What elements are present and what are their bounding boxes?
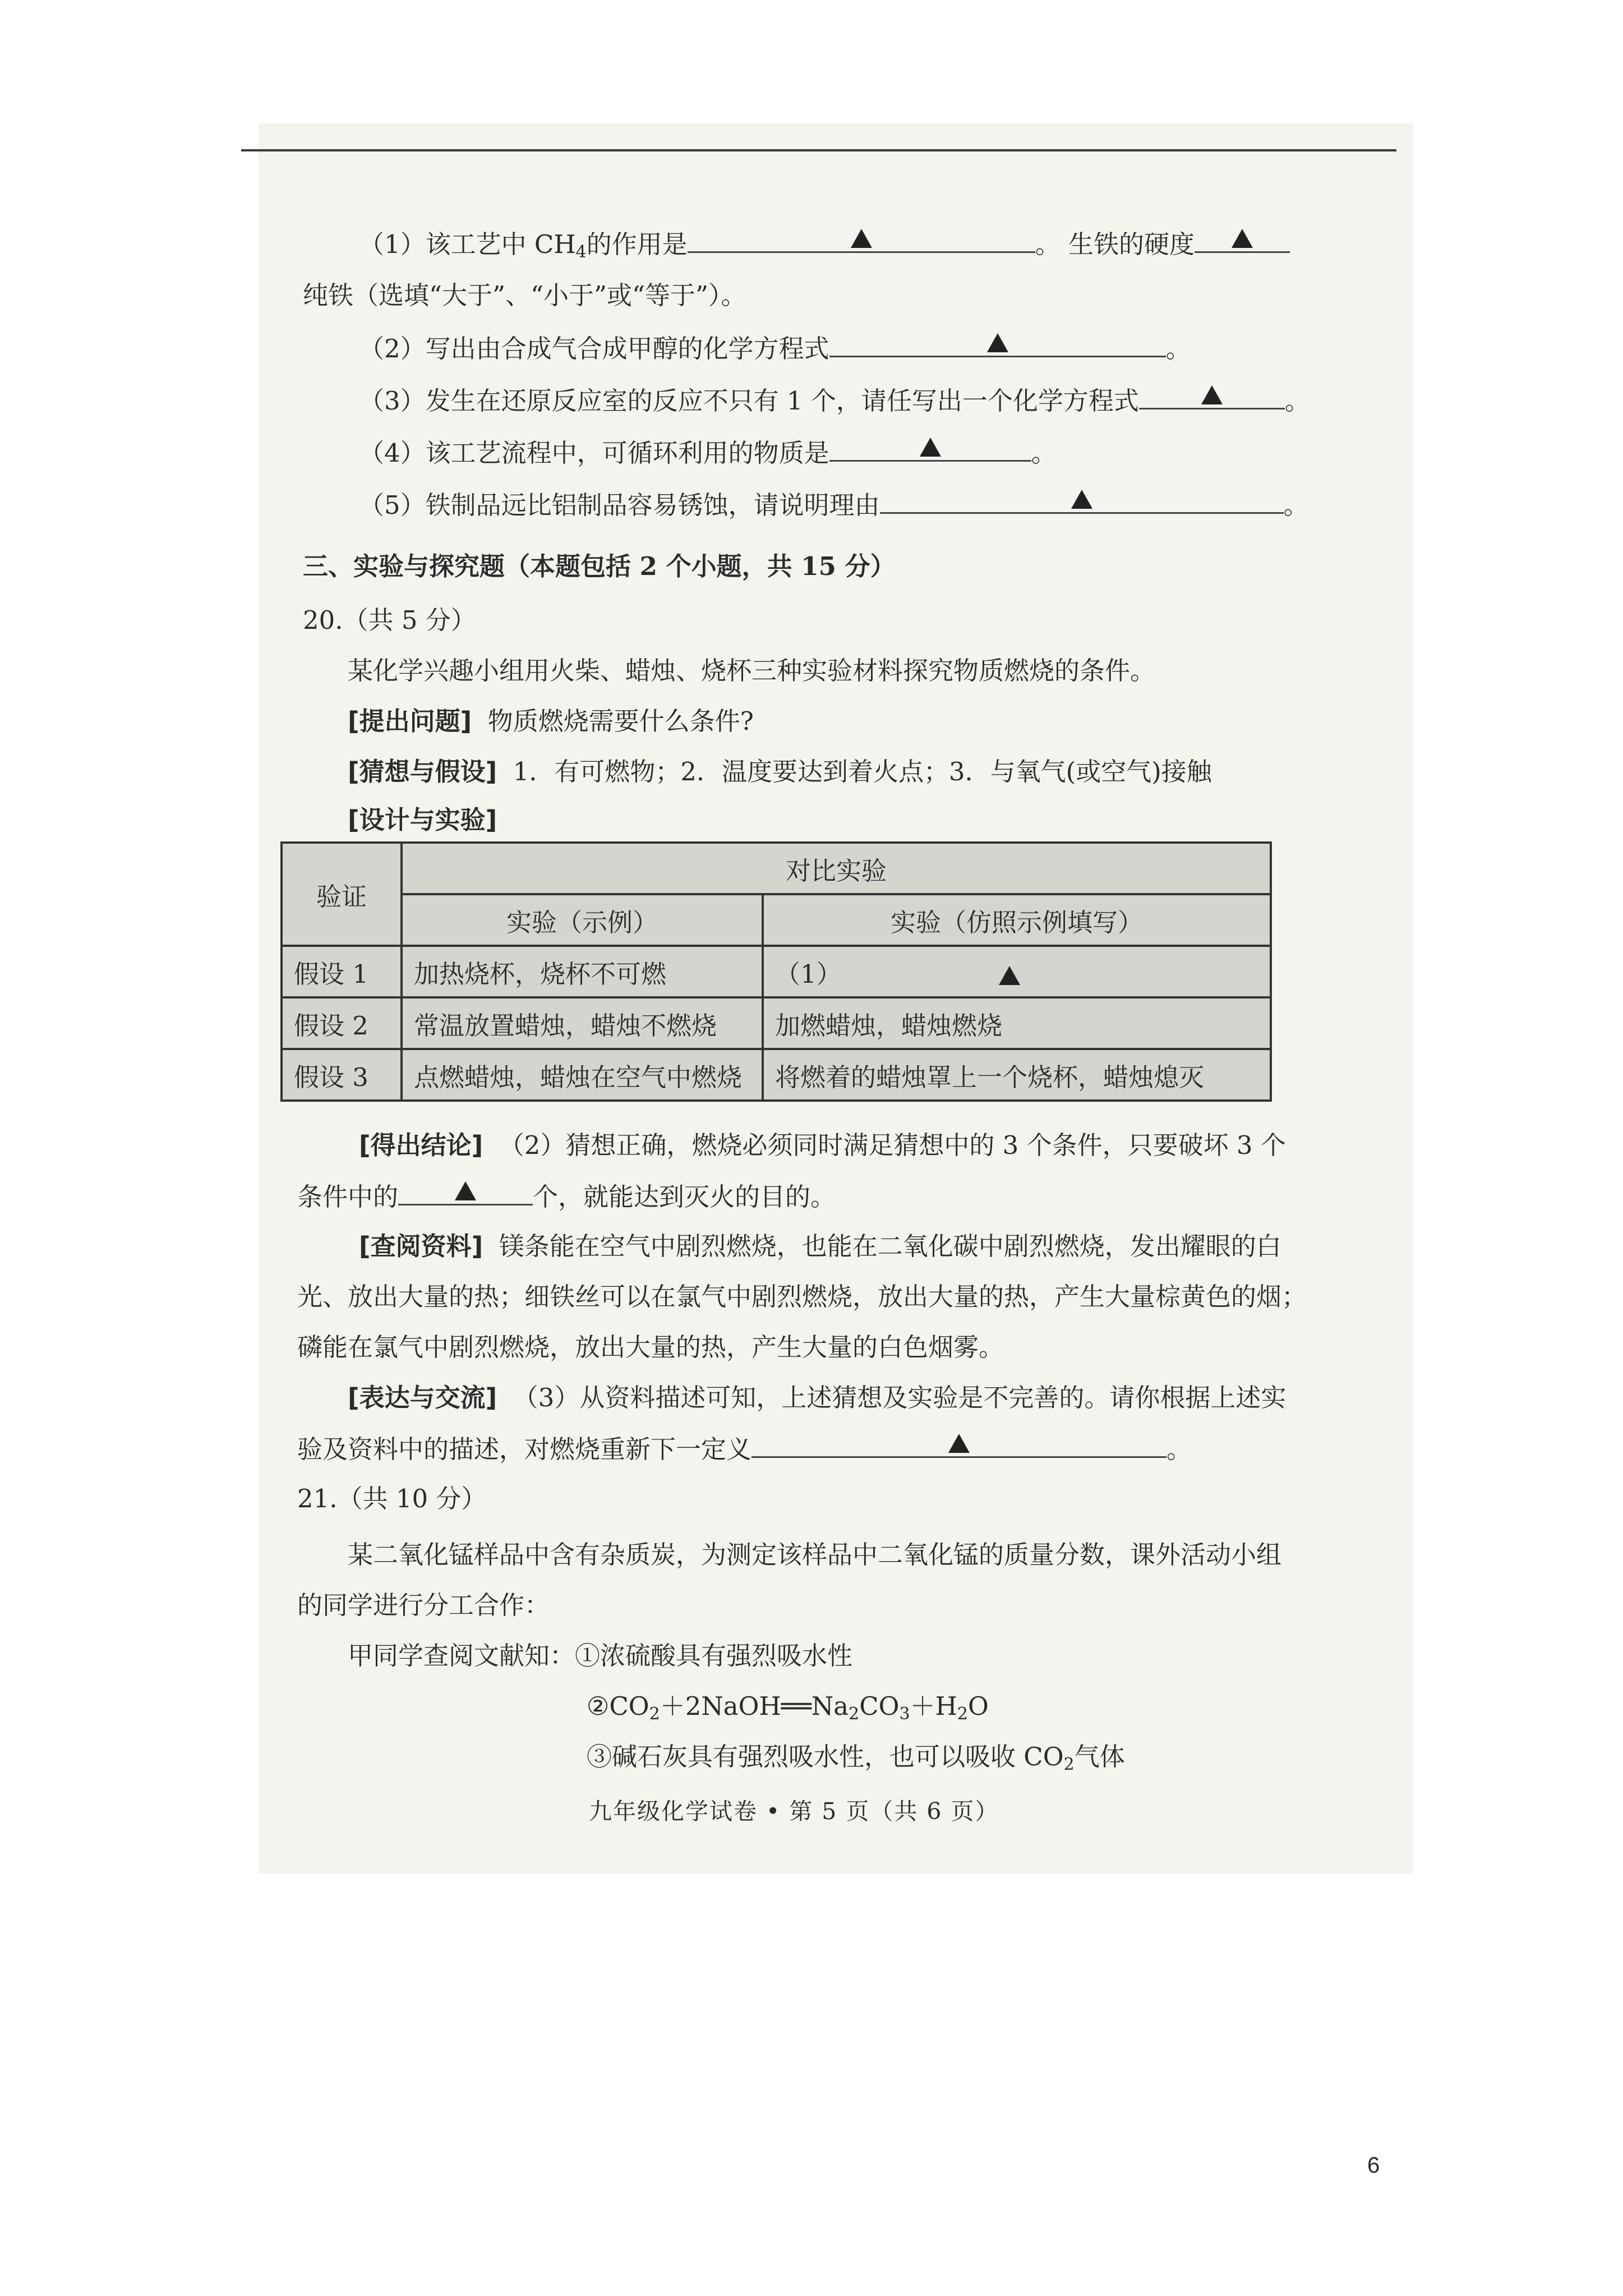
q20-conclusion-2 <box>297 1179 836 1214</box>
period: 。 <box>1166 1434 1192 1464</box>
q19-line1-text: （1）该工艺中 CH <box>359 229 576 259</box>
page-number: 6 <box>1367 2153 1380 2178</box>
tag-reference: [查阅资料] <box>359 1231 483 1261</box>
answer-blank[interactable] <box>1195 227 1290 253</box>
q19-line3-text: （2）写出由合成气合成甲醇的化学方程式 <box>359 334 829 364</box>
q20-expression-text: （3）从资料描述可知，上述猜想及实验是不完善的。请你根据上述实 <box>513 1383 1287 1412</box>
table-cell-fill-text: （1） <box>775 959 842 989</box>
q20-expression-2 <box>297 1432 1192 1466</box>
table-header-fill: 实验（仿照示例填写） <box>763 894 1271 946</box>
q20-conclusion <box>359 1129 1286 1162</box>
ch4-subscript: 4 <box>575 242 587 262</box>
q21-literature-3 <box>587 1740 1125 1774</box>
period: 。 <box>1165 334 1191 364</box>
table-cell-example: 加热烧杯，烧杯不可燃 <box>402 946 763 997</box>
table-cell-example: 点燃蜡烛，蜡烛在空气中燃烧 <box>402 1049 763 1101</box>
q20-reference-text: 镁条能在空气中剧烈燃烧，也能在二氧化碳中剧烈燃烧，发出耀眼的白 <box>499 1231 1281 1261</box>
table-row <box>282 1049 1271 1101</box>
triangle-marker-icon <box>1201 385 1223 404</box>
page-footer: 九年级化学试卷 • 第 5 页（共 6 页） <box>589 1798 999 1825</box>
q19-line1-text-c: 。 生铁的硬度 <box>1035 229 1195 259</box>
experiment-table <box>280 841 1272 1102</box>
q21-literature-prefix: 甲同学查阅文献知： <box>348 1641 575 1671</box>
triangle-marker-icon <box>1071 490 1092 509</box>
table-header-verify: 验证 <box>282 843 402 946</box>
q19-line1 <box>359 227 1290 261</box>
subscript: 2 <box>849 1704 860 1724</box>
table-cell-fill[interactable] <box>763 946 1271 997</box>
formula-part: O <box>967 1691 989 1721</box>
q20-reference-2: 光、放出大量的热；细铁丝可以在氯气中剧烈燃烧，放出大量的热，产生大量棕黄色的烟； <box>297 1282 1307 1312</box>
q21-header: 21.（共 10 分） <box>297 1484 487 1513</box>
answer-blank[interactable] <box>880 487 1284 514</box>
q20-question-text: 物质燃烧需要什么条件? <box>487 706 754 736</box>
subscript: 2 <box>1063 1755 1075 1774</box>
q20-intro: 某化学兴趣小组用火柴、蜡烛、烧杯三种实验材料探究物质燃烧的条件。 <box>348 656 1156 685</box>
section-3-title: 三、实验与探究题（本题包括 2 个小题，共 15 分） <box>303 551 896 581</box>
triangle-marker-icon <box>1232 229 1253 248</box>
triangle-marker-icon <box>851 229 872 248</box>
q21-intro-1: 某二氧化锰样品中含有杂质炭，为测定该样品中二氧化锰的质量分数，课外活动小组 <box>348 1540 1282 1570</box>
table-cell-hypothesis: 假设 1 <box>282 946 402 997</box>
q21-intro-2: 的同学进行分工合作： <box>297 1590 550 1620</box>
table-header-compare: 对比实验 <box>402 843 1271 894</box>
q20-reference-1 <box>359 1230 1281 1263</box>
q21-literature-item-1: ①浓硫酸具有强烈吸水性 <box>575 1641 853 1671</box>
triangle-marker-icon <box>455 1181 476 1200</box>
q19-line5 <box>359 435 1057 470</box>
q19-line6-text: （5）铁制品远比铝制品容易锈蚀，请说明理由 <box>359 490 880 520</box>
tag-hypothesis: [猜想与假设] <box>348 757 497 786</box>
header-rule <box>241 149 1396 151</box>
q21-literature-1 <box>348 1639 852 1673</box>
answer-blank[interactable] <box>829 435 1031 462</box>
triangle-marker-icon <box>920 438 941 457</box>
q19-line3 <box>359 331 1191 366</box>
tag-design: [设计与实验] <box>348 805 497 835</box>
tag-conclusion: [得出结论] <box>359 1130 483 1160</box>
table-cell-fill: 将燃着的蜡烛罩上一个烧杯，蜡烛熄灭 <box>763 1049 1271 1101</box>
tag-question: [提出问题] <box>348 706 472 736</box>
formula-part: ＋2NaOH══Na <box>660 1691 849 1721</box>
q19-line4 <box>359 383 1310 418</box>
q20-question <box>348 705 754 738</box>
q21-literature-2 <box>587 1690 989 1723</box>
q20-expression-text-2: 验及资料中的描述，对燃烧重新下一定义 <box>297 1434 752 1464</box>
q20-hypothesis-text: 1．有可燃物；2．温度要达到着火点；3．与氧气(或空气)接触 <box>513 757 1212 786</box>
triangle-marker-icon <box>999 966 1020 985</box>
q21-literature-item-3-b: 气体 <box>1074 1742 1125 1772</box>
q20-hypothesis <box>348 755 1212 789</box>
q20-conclusion-text: （2）猜想正确，燃烧必须同时满足猜想中的 3 个条件，只要破坏 3 个 <box>499 1130 1286 1160</box>
period: 。 <box>1031 438 1057 468</box>
table-header-example: 实验（示例） <box>402 894 763 946</box>
formula-part: CO <box>859 1691 900 1721</box>
table-row <box>282 946 1271 997</box>
table-row <box>282 843 1271 894</box>
answer-blank[interactable] <box>1139 383 1285 409</box>
answer-blank[interactable] <box>829 331 1166 357</box>
q19-line6 <box>359 487 1309 522</box>
period: 。 <box>1284 386 1310 416</box>
subscript: 3 <box>899 1704 910 1724</box>
q19-line5-text: （4）该工艺流程中，可循环利用的物质是 <box>359 438 829 468</box>
q20-conclusion-text-a: 条件中的 <box>297 1182 399 1212</box>
answer-blank[interactable] <box>398 1179 533 1205</box>
table-row <box>282 894 1271 946</box>
period: 。 <box>1283 490 1309 520</box>
subscript: 2 <box>957 1704 968 1724</box>
table-cell-example: 常温放置蜡烛，蜡烛不燃烧 <box>402 997 763 1049</box>
q19-line4-text: （3）发生在还原反应室的反应不只有 1 个，请任写出一个化学方程式 <box>359 386 1139 416</box>
q21-literature-item-3: ③碱石灰具有强烈吸水性，也可以吸收 CO <box>587 1742 1064 1772</box>
q20-expression-1 <box>348 1381 1286 1415</box>
table-cell-hypothesis: 假设 2 <box>282 997 402 1049</box>
table-cell-fill: 加燃蜡烛，蜡烛燃烧 <box>763 997 1271 1049</box>
triangle-marker-icon <box>948 1434 970 1453</box>
formula-part: ②CO <box>587 1691 649 1721</box>
table-row <box>282 997 1271 1049</box>
formula-part: ＋H <box>910 1691 957 1721</box>
answer-blank[interactable] <box>751 1432 1166 1458</box>
table-cell-hypothesis: 假设 3 <box>282 1049 402 1101</box>
answer-blank[interactable] <box>688 227 1035 253</box>
q20-reference-3: 磷能在氯气中剧烈燃烧，放出大量的热，产生大量的白色烟雾。 <box>297 1332 1004 1362</box>
tag-expression: [表达与交流] <box>348 1383 497 1412</box>
triangle-marker-icon <box>987 333 1008 352</box>
q20-conclusion-text-b: 个，就能达到灭火的目的。 <box>533 1182 836 1212</box>
q20-design <box>348 803 497 837</box>
q19-line2: 纯铁（选填“大于”、“小于”或“等于”）。 <box>303 280 746 310</box>
q20-header: 20.（共 5 分） <box>303 605 476 635</box>
subscript: 2 <box>649 1704 660 1724</box>
q19-line1-text-b: 的作用是 <box>586 229 688 259</box>
